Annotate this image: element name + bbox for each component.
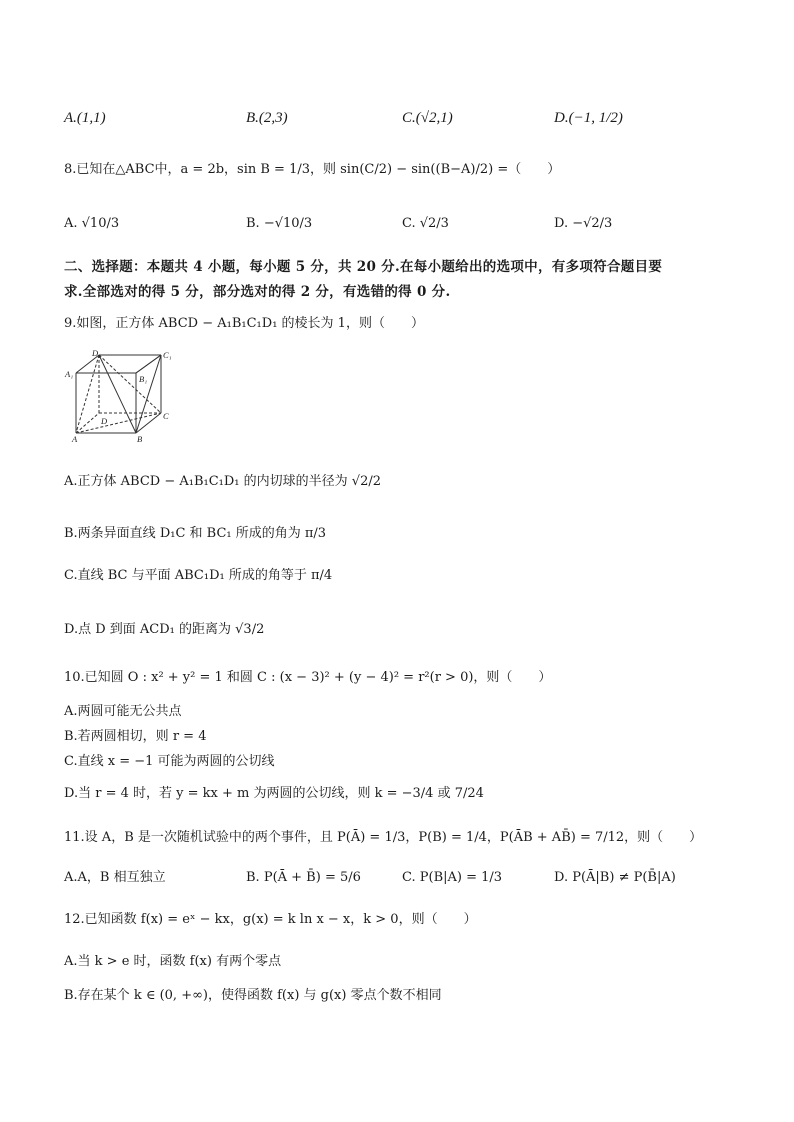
label-b: B: [137, 434, 143, 443]
q11-stem: 11.设 A，B 是一次随机试验中的两个事件，且 P(Ā) = 1/3，P(B) = 1/4，P(ĀB + AB̄) = 7/12，则（ ）: [64, 830, 703, 845]
q8-stem: 8.已知在△ABC中，a = 2b，sin B = 1/3，则 sin(C/2) − sin((B−A)/2) =（ ）: [64, 162, 561, 177]
q10-stem: 10.已知圆 O : x² + y² = 1 和圆 C : (x − 3)² + (y − 4)² = r²(r > 0)，则（ ）: [64, 670, 552, 685]
q12-stem: 12.已知函数 f(x) = eˣ − kx，g(x) = k ln x − x，k > 0，则（ ）: [64, 912, 477, 927]
label-c: C: [163, 411, 169, 421]
q8-option-b: B. −√10/3: [246, 216, 313, 231]
q9-option-d: D.点 D 到面 ACD₁ 的距离为 √3/2: [64, 622, 265, 637]
label-a: A: [72, 434, 78, 443]
section2-heading-line1: 二、选择题：本题共 4 小题，每小题 5 分，共 20 分.在每小题给出的选项中，有多项符合题目要: [64, 259, 663, 275]
q11-option-c: C. P(B|A) = 1/3: [402, 870, 503, 885]
q11-option-d: D. P(Ā|B) ≠ P(B̄|A): [554, 870, 676, 885]
section2-heading-line2: 求.全部选对的得 5 分，部分选对的得 2 分，有选错的得 0 分.: [64, 284, 451, 300]
q11-option-a: A.A，B 相互独立: [64, 870, 166, 885]
q7-option-c: C.(√2,1): [402, 110, 453, 126]
q10-option-a: A.两圆可能无公共点: [64, 704, 182, 719]
q12-option-a: A.当 k > e 时，函数 f(x) 有两个零点: [64, 954, 282, 969]
q12-option-b: B.存在某个 k ∈ (0, +∞)，使得函数 f(x) 与 g(x) 零点个数不相同: [64, 988, 442, 1003]
q11-option-b: B. P(Ā + B̄) = 5/6: [246, 870, 361, 885]
q8-option-d: D. −√2/3: [554, 216, 613, 231]
label-d1: D₁: [92, 349, 102, 358]
q7-option-a: A.(1,1): [64, 110, 106, 126]
q7-option-d: D.(−1, 1/2): [554, 110, 623, 126]
cube-figure: [64, 349, 176, 443]
label-a1: A₁: [65, 369, 74, 379]
label-c1: C₁: [163, 350, 172, 360]
q10-option-d: D.当 r = 4 时，若 y = kx + m 为两圆的公切线，则 k = −3/4 或 7/24: [64, 786, 484, 801]
q8-option-c: C. √2/3: [402, 216, 449, 231]
q10-option-b: B.若两圆相切，则 r = 4: [64, 729, 207, 744]
q9-option-a: A.正方体 ABCD − A₁B₁C₁D₁ 的内切球的半径为 √2/2: [64, 474, 381, 489]
q7-option-b: B.(2,3): [246, 110, 288, 126]
q9-option-c: C.直线 BC 与平面 ABC₁D₁ 所成的角等于 π/4: [64, 568, 333, 583]
q10-option-c: C.直线 x = −1 可能为两圆的公切线: [64, 754, 275, 769]
q9-stem: 9.如图，正方体 ABCD − A₁B₁C₁D₁ 的棱长为 1，则（ ）: [64, 316, 424, 331]
label-d: D: [101, 416, 108, 426]
q8-option-a: A. √10/3: [64, 216, 120, 231]
q9-option-b: B.两条异面直线 D₁C 和 BC₁ 所成的角为 π/3: [64, 526, 327, 541]
label-b1: B₁: [139, 374, 148, 384]
